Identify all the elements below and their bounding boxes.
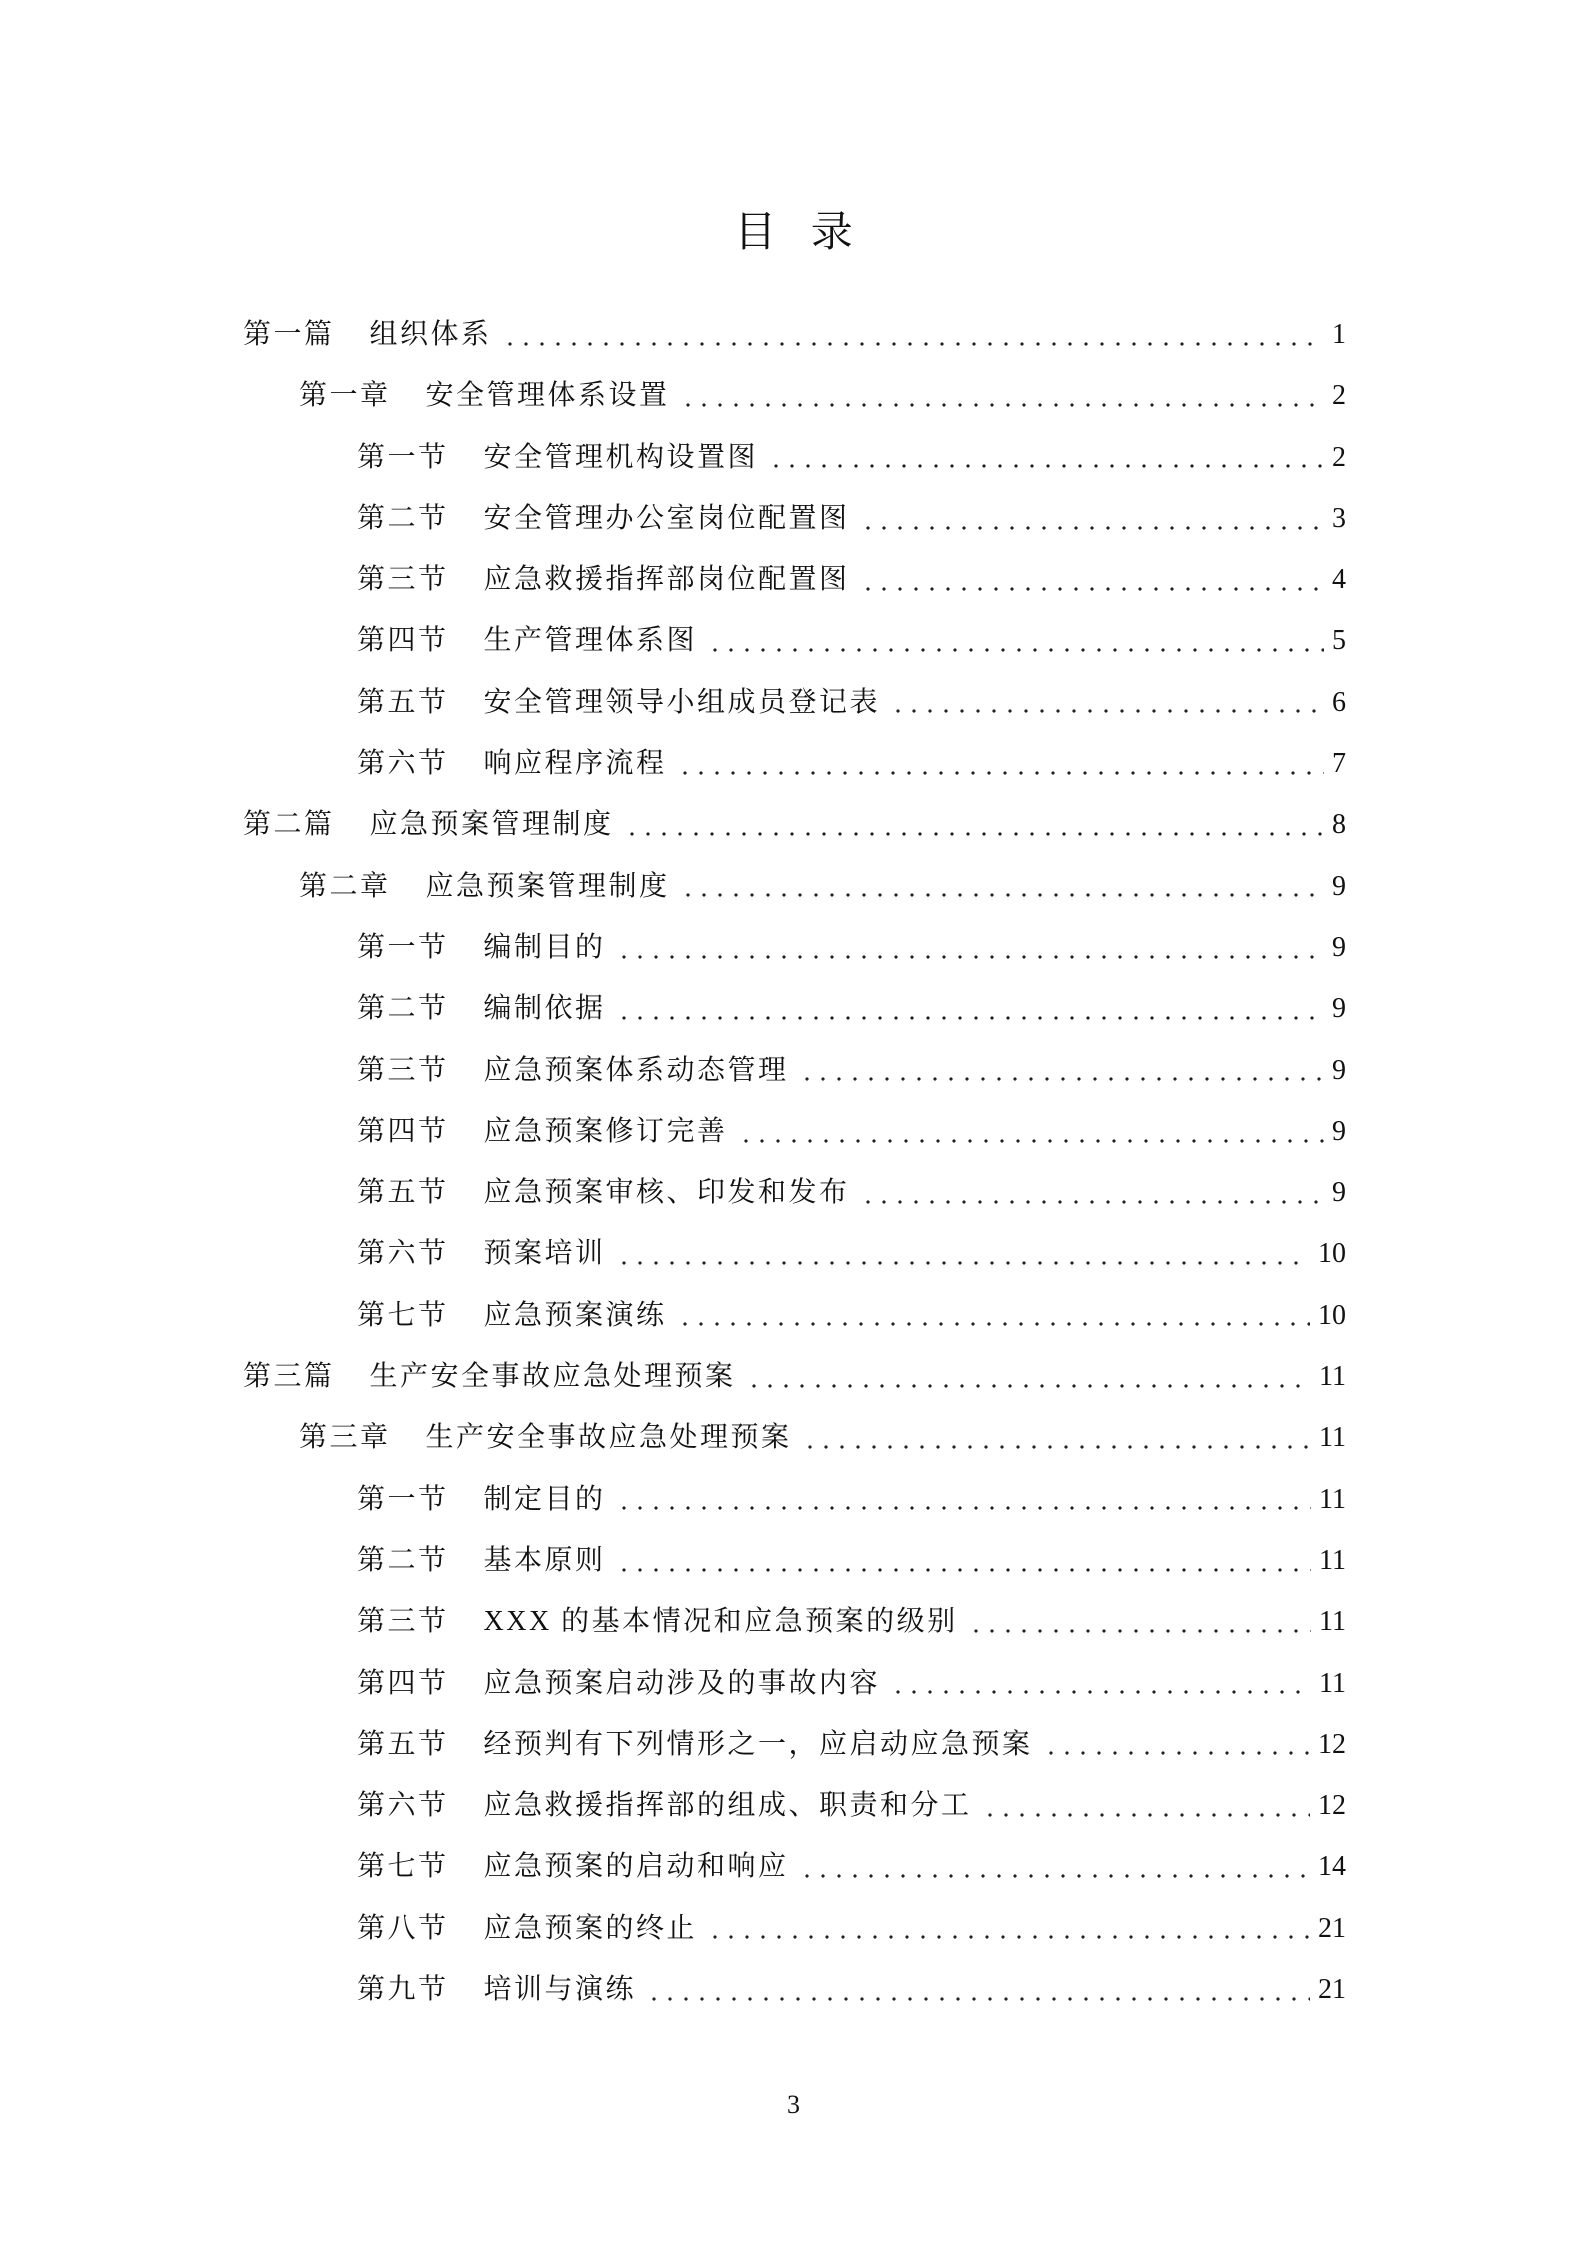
toc-entry-page: 4 [1332, 564, 1346, 596]
toc-leader-dots [856, 549, 1324, 610]
toc-entry-section [0, 1653, 1346, 1714]
toc-entry-label: 第三节 [357, 1606, 449, 1638]
toc-entry-label: 第一节 [357, 1483, 449, 1515]
toc-entry-part [0, 1346, 1346, 1407]
toc-entry-page: 2 [1332, 380, 1346, 412]
toc-entry-page: 5 [1332, 625, 1346, 657]
toc-leader-dots [742, 1346, 1312, 1407]
toc-leader-dots [764, 427, 1324, 488]
toc-entry-page: 12 [1318, 1790, 1346, 1822]
toc-entry-title: 应急预案的终止 [483, 1912, 698, 1944]
toc-leader-dots [612, 1469, 1312, 1530]
toc-leader-dots [673, 1285, 1310, 1346]
toc-entry-title: 应急预案管理制度 [425, 870, 670, 902]
toc-entry-title: 预案培训 [483, 1238, 606, 1270]
toc-entry-label: 第五节 [357, 1728, 449, 1760]
toc-entry-label: 第七节 [357, 1299, 449, 1331]
toc-entry-section [0, 1285, 1346, 1346]
toc-leader-dots [978, 1775, 1310, 1836]
toc-entry-page: 10 [1318, 1299, 1346, 1331]
toc-entry-page: 21 [1318, 1974, 1346, 2006]
toc-entry-section [0, 978, 1346, 1039]
toc-entry-label: 第四节 [357, 1667, 449, 1699]
toc-entry-section [0, 1223, 1346, 1284]
toc-entry-title: 应急救援指挥部岗位配置图 [483, 564, 850, 596]
toc-entry-page: 12 [1318, 1728, 1346, 1760]
toc-entry-section [0, 1530, 1346, 1591]
toc-entry-label: 第一章 [299, 380, 391, 412]
table-of-contents [0, 304, 1346, 2020]
toc-entry-title: 应急预案修订完善 [483, 1115, 728, 1147]
toc-leader-dots [795, 1040, 1324, 1101]
toc-entry-section [0, 733, 1346, 794]
toc-entry-section [0, 1836, 1346, 1897]
toc-entry-label: 第三篇 [243, 1361, 335, 1393]
toc-entry-section [0, 610, 1346, 671]
toc-entry-part [0, 304, 1346, 365]
page-title: 目 录 [734, 210, 853, 256]
toc-leader-dots [673, 733, 1324, 794]
toc-entry-page: 9 [1332, 1177, 1346, 1209]
toc-leader-dots [620, 794, 1324, 855]
toc-entry-section [0, 1898, 1346, 1959]
toc-entry-section [0, 1775, 1346, 1836]
toc-entry-label: 第七节 [357, 1851, 449, 1883]
toc-entry-title: 编制依据 [483, 993, 606, 1025]
toc-entry-label: 第一篇 [243, 319, 335, 350]
toc-entry-chapter [0, 365, 1346, 426]
toc-entry-label: 第二节 [357, 1544, 449, 1576]
toc-entry-title: 安全管理领导小组成员登记表 [483, 686, 881, 718]
toc-entry-section [0, 1101, 1346, 1162]
toc-entry-title: 经预判有下列情形之一，应启动应急预案 [483, 1728, 1033, 1760]
toc-entry-section [0, 1469, 1346, 1530]
toc-entry-title: 基本原则 [483, 1544, 606, 1576]
toc-entry-page: 7 [1332, 748, 1346, 780]
toc-leader-dots [642, 1959, 1310, 2020]
toc-entry-page: 9 [1332, 931, 1346, 963]
toc-entry-section [0, 1959, 1346, 2020]
toc-entry-title: 组织体系 [369, 319, 492, 350]
toc-entry-page: 9 [1332, 993, 1346, 1025]
toc-entry-title: 生产管理体系图 [483, 625, 698, 657]
toc-entry-part [0, 794, 1346, 855]
toc-entry-page: 14 [1318, 1851, 1346, 1883]
toc-leader-dots [612, 978, 1324, 1039]
toc-entry-page: 11 [1319, 1422, 1346, 1454]
toc-entry-label: 第二节 [357, 993, 449, 1025]
toc-entry-page: 9 [1332, 1115, 1346, 1147]
toc-leader-dots [964, 1591, 1311, 1652]
toc-entry-label: 第八节 [357, 1912, 449, 1944]
toc-entry-page: 3 [1332, 502, 1346, 534]
toc-entry-section [0, 427, 1346, 488]
toc-leader-dots [498, 304, 1324, 365]
toc-entry-label: 第三章 [299, 1422, 391, 1454]
toc-leader-dots [676, 856, 1324, 917]
toc-entry-page: 6 [1332, 686, 1346, 718]
toc-entry-label: 第二篇 [243, 809, 335, 841]
toc-entry-label: 第一节 [357, 441, 449, 473]
toc-entry-chapter [0, 856, 1346, 917]
toc-entry-label: 第六节 [357, 1238, 449, 1270]
toc-entry-label: 第一节 [357, 931, 449, 963]
toc-leader-dots [798, 1407, 1312, 1468]
toc-entry-label: 第六节 [357, 1790, 449, 1822]
toc-entry-section [0, 1591, 1346, 1652]
toc-entry-label: 第二节 [357, 502, 449, 534]
toc-entry-title: 安全管理体系设置 [425, 380, 670, 412]
toc-entry-section [0, 1714, 1346, 1775]
toc-entry-title: 应急预案演练 [483, 1299, 667, 1331]
toc-entry-page: 11 [1319, 1667, 1346, 1699]
toc-entry-page: 9 [1332, 1054, 1346, 1086]
toc-entry-page: 11 [1319, 1483, 1346, 1515]
toc-entry-label: 第三节 [357, 1054, 449, 1086]
toc-entry-label: 第五节 [357, 686, 449, 718]
toc-entry-label: 第六节 [357, 748, 449, 780]
toc-leader-dots [612, 1223, 1310, 1284]
toc-entry-title: 编制目的 [483, 931, 606, 963]
toc-entry-page: 2 [1332, 441, 1346, 473]
toc-leader-dots [676, 365, 1324, 426]
toc-entry-page: 21 [1318, 1912, 1346, 1944]
toc-leader-dots [795, 1836, 1310, 1897]
toc-entry-page: 1 [1332, 319, 1346, 350]
toc-entry-page: 11 [1319, 1544, 1346, 1576]
toc-entry-title: 制定目的 [483, 1483, 606, 1515]
toc-leader-dots [612, 1530, 1312, 1591]
toc-entry-chapter [0, 1407, 1346, 1468]
toc-entry-title: 培训与演练 [483, 1974, 637, 2006]
toc-entry-section [0, 672, 1346, 733]
page-number: 3 [787, 2090, 800, 2119]
toc-entry-label: 第二章 [299, 870, 391, 902]
toc-entry-title: 响应程序流程 [483, 748, 667, 780]
toc-entry-section [0, 917, 1346, 978]
toc-entry-label: 第四节 [357, 625, 449, 657]
toc-entry-page: 8 [1332, 809, 1346, 841]
toc-entry-section [0, 1040, 1346, 1101]
toc-entry-title: 应急预案管理制度 [369, 809, 614, 841]
toc-entry-label: 第三节 [357, 564, 449, 596]
toc-entry-title: 生产安全事故应急处理预案 [425, 1422, 792, 1454]
toc-entry-section [0, 549, 1346, 610]
toc-entry-title: 生产安全事故应急处理预案 [369, 1361, 736, 1393]
toc-leader-dots [886, 1653, 1311, 1714]
toc-leader-dots [703, 610, 1324, 671]
toc-entry-page: 9 [1332, 870, 1346, 902]
toc-entry-label: 第九节 [357, 1974, 449, 2006]
toc-leader-dots [1039, 1714, 1310, 1775]
toc-entry-page: 10 [1318, 1238, 1346, 1270]
toc-entry-section [0, 1162, 1346, 1223]
toc-entry-page: 11 [1319, 1361, 1346, 1393]
toc-entry-title: 应急救援指挥部的组成、职责和分工 [483, 1790, 972, 1822]
toc-leader-dots [703, 1898, 1310, 1959]
toc-leader-dots [856, 488, 1324, 549]
toc-entry-title: 安全管理机构设置图 [483, 441, 759, 473]
toc-leader-dots [856, 1162, 1324, 1223]
toc-entry-title: 应急预案体系动态管理 [483, 1054, 789, 1086]
toc-entry-title: 安全管理办公室岗位配置图 [483, 502, 850, 534]
toc-entry-label: 第五节 [357, 1177, 449, 1209]
toc-entry-label: 第四节 [357, 1115, 449, 1147]
toc-entry-title: 应急预案审核、印发和发布 [483, 1177, 850, 1209]
toc-entry-title: 应急预案的启动和响应 [483, 1851, 789, 1883]
toc-leader-dots [612, 917, 1324, 978]
toc-leader-dots [734, 1101, 1324, 1162]
toc-entry-title: 应急预案启动涉及的事故内容 [483, 1667, 881, 1699]
toc-leader-dots [886, 672, 1324, 733]
toc-entry-page: 11 [1319, 1606, 1346, 1638]
toc-entry-section [0, 488, 1346, 549]
toc-entry-title: XXX 的基本情况和应急预案的级别 [483, 1606, 958, 1638]
